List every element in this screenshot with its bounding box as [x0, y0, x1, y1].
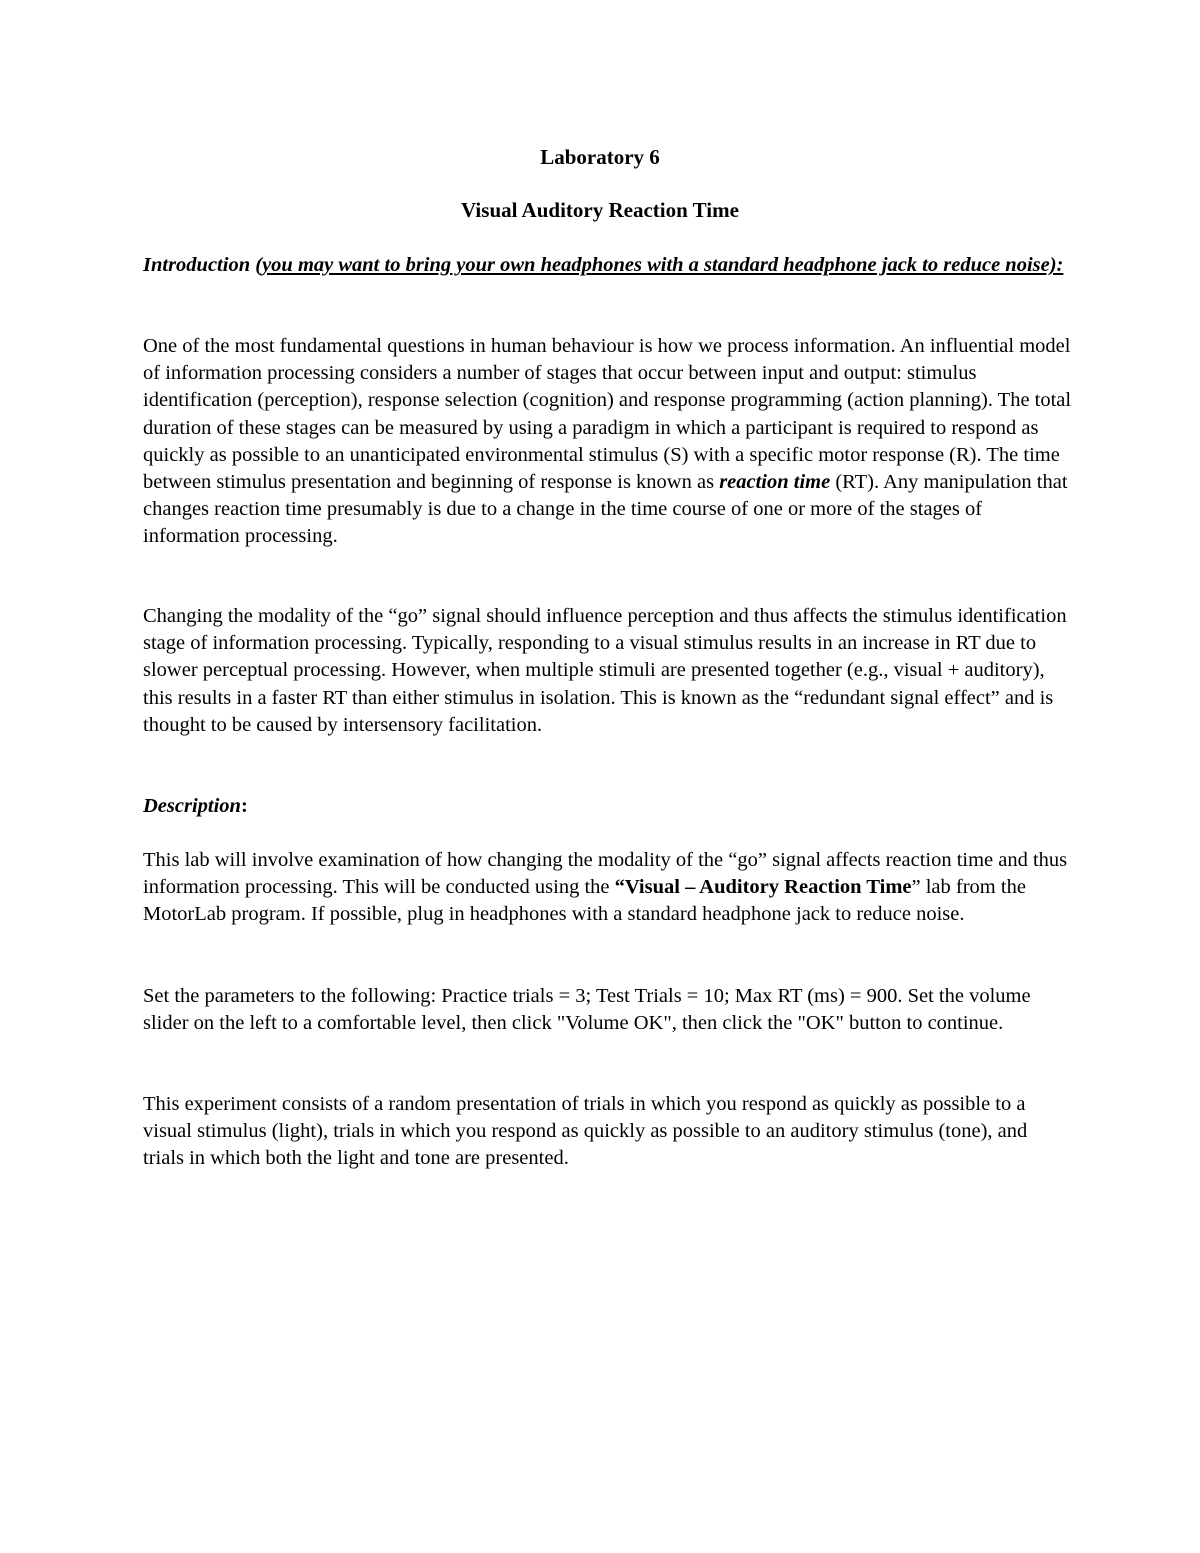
description-paragraph-2: Set the parameters to the following: Practice trials = 3; Test Trials = 10; Max RT (ms) = 900. Set the volume slider on the left to a comfortable level, then click "Volume OK", then click the "OK" button to continue. — [143, 985, 1031, 1035]
description-label: Description — [143, 795, 241, 817]
reaction-time-emphasis: reaction time — [719, 471, 831, 494]
para1-text-end: (RT). Any manipulation that changes reaction time presumably is due to a change in the time course of one or more of the stages of information processing. — [143, 471, 1068, 548]
document-subtitle: Visual Auditory Reaction Time — [461, 198, 739, 222]
introduction-paragraph-1 — [143, 333, 1073, 551]
introduction-note: you may want to bring your own headphones with a standard headphone jack to reduce noise): — [262, 254, 1064, 276]
para3-text-start: This lab will involve examination of how changing the modality of the “go” signal affects reaction time and thus information processing. This will be conducted using the — [143, 849, 1068, 899]
para3-text-end: ” lab from the MotorLab program. If possible, plug in headphones with a standard headphone jack to reduce noise. — [143, 876, 1026, 926]
description-colon: : — [240, 795, 248, 817]
introduction-heading — [143, 252, 1073, 279]
lab-name-bold: “Visual – Auditory Reaction Time — [614, 876, 912, 899]
description-paragraph-1 — [143, 847, 1073, 929]
description-paragraph-3: This experiment consists of a random presentation of trials in which you respond as quickly as possible to a visual stimulus (light), trials in which you respond as quickly as possible to an auditory stimulus (tone), and trials in which both the light and tone are presented. — [143, 1093, 1028, 1170]
introduction-paren: ( — [250, 254, 263, 276]
introduction-paragraph-2: Changing the modality of the “go” signal should influence perception and thus affects the stimulus identification stage of information processing. Typically, responding to a visual stimulus results in an increase in RT due to slower perceptual processing. However, when multiple stimuli are presented together (e.g., visual + auditory), this results in a faster RT than either stimulus in isolation. This is known as the “redundant signal effect” and is thought to be caused by intersensory facilitation. — [143, 605, 1067, 736]
document-title: Laboratory 6 — [540, 145, 660, 169]
para1-text-start: One of the most fundamental questions in human behaviour is how we process information. An influential model of information processing considers a number of stages that occur between input and output: stimulus identification (perception), response selection (cognition) and response programming (action planning). The total duration of these stages can be measured by using a paradigm in which a participant is required to respond as quickly as possible to an unanticipated environmental stimulus (S) with a specific motor response (R). The time between stimulus presentation and beginning of response is known as — [143, 335, 1072, 494]
description-heading — [143, 793, 1073, 820]
introduction-label: Introduction — [143, 254, 251, 276]
